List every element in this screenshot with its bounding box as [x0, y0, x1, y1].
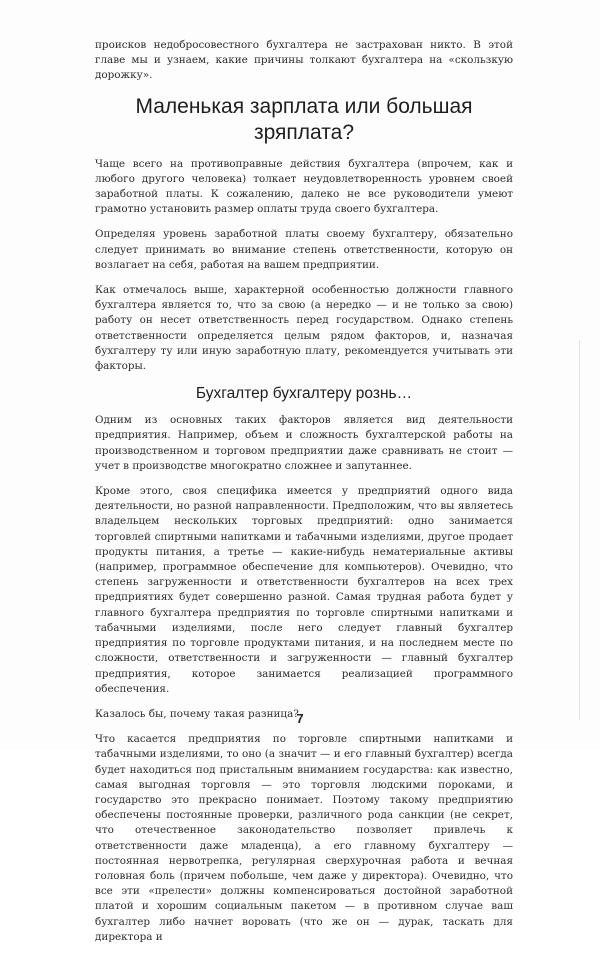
subsection-title: Бухгалтер бухгалтеру рознь…	[195, 385, 413, 403]
section-title: Маленькая зарплата или большая зряплата?	[135, 94, 473, 144]
section-paragraph-1: Чаще всего на противоправные действия бухгалтера (впрочем, как и любого другого человека) толкает неудовлетворенность уровнем своей заработной платы. К сожалению, далеко не все руководители умеют грамотно установить размер оплаты труда своего бухгалтера.	[95, 157, 513, 216]
section-paragraph-2: Определяя уровень заработной платы своему бухгалтеру, обязательно следует принимать во внимание степень ответственности, которую он возлагает на себя, работая на вашем предприятии.	[95, 228, 513, 271]
page-number: 7	[296, 711, 304, 726]
intro-paragraph: происков недобросовестного бухгалтера не застрахован никто. В этой главе мы и узнаем, какие причины толкают бухгалтера на «скользкую дорожку».	[95, 39, 513, 82]
scan-margin-shadow	[579, 340, 580, 720]
subsection-paragraph-3: Казалось бы, почему такая разница?	[95, 707, 299, 720]
section-paragraph-3: Как отмечалось выше, характерной особенностью должности главного бухгалтера является то, что за свою (а нередко — и не только за свою) работу он несет ответственность перед государством. Однако степень ответственности определяется целым рядом факторов, и, назначая бухгалтеру ту или иную заработную плату, рекомендуется учитывать эти факторы.	[95, 284, 513, 373]
subsection-paragraph-4: Что касается предприятия по торговле спиртными напитками и табачными изделиями, то оно (а значит — и его главный бухгалтер) всегда будет находиться под пристальным вниманием государства: как известно, самая выгодная торговля — это торговля людскими пороками, и государство это прекрасно понимает. Поэтому такому предприятию обеспечены постоянные проверки, различного рода санкции (не секрет, что отечественное законодательство позволяет привлечь к ответственности даже младенца), а его главному бухгалтеру — постоянная нервотрепка, регулярная сверхурочная работа и вечная головная боль (причем побольше, чем даже у директора). Очевидно, что все эти «прелести» должны компенсироваться достойной заработной платой и хорошим социальным пакетом — в противном случае ваш бухгалтер либо начнет воровать (что же он — дурак, таскать для директора и	[95, 733, 513, 943]
subsection-paragraph-2: Кроме этого, своя специфика имеется у предприятий одного вида деятельности, но разной направленности. Предположим, что вы являетесь владельцем нескольких торговых предприятий: одно занимается торговлей спиртными напитками и табачными изделиями, другое продает продукты питания, а третье — какие-нибудь нематериальные активы (например, программное обеспечение для компьютеров). Очевидно, что степень загруженности и ответственности бухгалтеров на всех трех предприятиях будет совершенно разной. Самая трудная работа будет у главного бухгалтера предприятия по торговле спиртными напитками и табачными изделиями, после него следует главный бухгалтер предприятия по торговле продуктами питания, и на последнем месте по сложности, ответственности и загруженности — главный бухгалтер предприятия, которое занимается реализацией программного обеспечения.	[95, 485, 513, 695]
page-content	[95, 38, 513, 955]
subsection-paragraph-1: Одним из основных таких факторов является вид деятельности предприятия. Например, объем и сложность бухгалтерской работы на производственном и торговом предприятии даже сравнивать не стоит — учет в производстве многократно сложнее и запутаннее.	[95, 414, 513, 472]
